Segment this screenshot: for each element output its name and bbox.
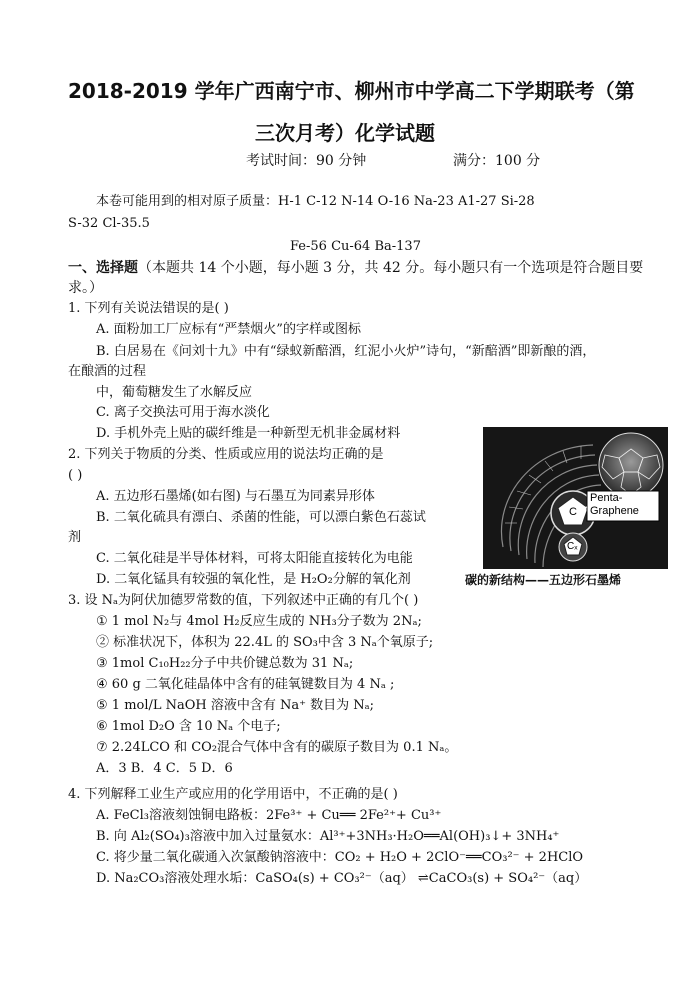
figure-caption: 碳的新结构——五边形石墨烯: [465, 573, 622, 587]
q4-option-c: C. 将少量二氧化碳通入次氯酸钠溶液中：CO₂ + H₂O + 2ClO⁻══CO₃²⁻ + 2HClO: [96, 850, 584, 865]
pentagraphene-figure: [465, 427, 668, 589]
q1-option-b-line1: B. 白居易在《问刘十九》中有“绿蚁新醅酒，红泥小火炉”诗句，“新醅酒”即新酿的酒，: [96, 344, 596, 359]
full-score: 满分：100 分: [453, 153, 541, 169]
q1-option-b-line3: 中，葡萄糖发生了水解反应: [96, 385, 253, 400]
q2-stem-line1: 2. 下列关于物质的分类、性质或应用的说法均正确的是: [68, 447, 384, 462]
q3-stem: 3. 设 Nₐ为阿伏加德罗常数的值，下列叙述中正确的有几个( ): [68, 593, 419, 608]
q2-stem-line2: ( ): [68, 468, 83, 483]
q4-option-d: D. Na₂CO₃溶液处理水垢：CaSO₄(s) + CO₃²⁻（aq） ⇌CaCO₃(s) + SO₄²⁻（aq）: [96, 871, 588, 886]
q3-statement-2: ② 标准状况下，体积为 22.4L 的 SO₃中含 3 Nₐ个氧原子;: [96, 635, 434, 650]
q3-statement-6: ⑥ 1mol D₂O 含 10 Nₐ 个电子;: [96, 719, 281, 734]
figure-label-cx: Cₓ: [567, 541, 578, 552]
q1-option-a: A. 面粉加工厂应标有“严禁烟火”的字样或图标: [96, 322, 361, 337]
pentagraphene-image: [483, 427, 668, 569]
q3-options: A．3 B．4 C．5 D．6: [96, 761, 233, 776]
q1-option-d: D. 手机外壳上贴的碳纤维是一种新型无机非金属材料: [96, 426, 401, 441]
figure-label-c: C: [569, 506, 577, 518]
section-intro-text: （本题共 14 个小题，每小题 3 分，共 42 分。每小题只有一个选项是符合题目要: [138, 260, 644, 276]
q4-stem: 4. 下列解释工业生产或应用的化学用语中，不正确的是( ): [68, 787, 398, 802]
q4-option-a: A. FeCl₃溶液刻蚀铜电路板：2Fe³⁺ + Cu══ 2Fe²⁺+ Cu³⁺: [96, 808, 442, 823]
q2-option-a: A. 五边形石墨烯(如右图) 与石墨互为同素异形体: [96, 489, 375, 504]
q2-option-b-line2: 剂: [68, 530, 82, 545]
exam-time: 考试时间：90 分钟: [246, 153, 367, 169]
q1-option-c: C. 离子交换法可用于海水淡化: [96, 405, 270, 420]
q1-stem: 1. 下列有关说法错误的是( ): [68, 301, 229, 316]
atomic-masses-line2: S-32 Cl-35.5: [68, 216, 150, 231]
q3-statement-4: ④ 60 g 二氧化硅晶体中含有的硅氧键数目为 4 Nₐ ;: [96, 677, 395, 692]
atomic-masses-line3: Fe-56 Cu-64 Ba-137: [290, 239, 421, 254]
q1-option-b-line2: 在酿酒的过程: [68, 364, 147, 379]
q2-option-d: D. 二氧化锰具有较强的氧化性，是 H₂O₂分解的氧化剂: [96, 572, 411, 587]
document-title-line2: 三次月考）化学试题: [255, 121, 435, 145]
q4-option-b: B. 向 Al₂(SO₄)₃溶液中加入过量氨水：Al³⁺+3NH₃·H₂O══Al(OH)₃↓+ 3NH₄⁺: [96, 829, 560, 844]
document-title-line1: 2018-2019 学年广西南宁市、柳州市中学高二下学期联考（第: [68, 79, 635, 103]
section-heading: 一、选择题: [68, 260, 138, 276]
atomic-masses-line1: 本卷可能用到的相对原子质量：H-1 C-12 N-14 O-16 Na-23 A1-27 Si-28: [96, 194, 535, 209]
q3-statement-7: ⑦ 2.24LCO 和 CO₂混合气体中含有的碳原子数目为 0.1 Nₐ。: [96, 740, 458, 755]
q2-option-b-line1: B. 二氧化硫具有漂白、杀菌的性能，可以漂白紫色石蕊试: [96, 510, 426, 525]
figure-label-graphene: Graphene: [590, 505, 639, 517]
q3-statement-3: ③ 1mol C₁₀H₂₂分子中共价键总数为 31 Nₐ;: [96, 656, 354, 671]
figure-label-penta: Penta-: [590, 492, 623, 504]
q3-statement-1: ① 1 mol N₂与 4mol H₂反应生成的 NH₃分子数为 2Nₐ;: [96, 614, 422, 629]
q2-option-c: C. 二氧化硅是半导体材料，可将太阳能直接转化为电能: [96, 551, 413, 566]
section-intro: [68, 259, 643, 277]
section-intro-line2: 求。）: [68, 280, 103, 296]
q3-statement-5: ⑤ 1 mol/L NaOH 溶液中含有 Na⁺ 数目为 Nₐ;: [96, 698, 375, 713]
